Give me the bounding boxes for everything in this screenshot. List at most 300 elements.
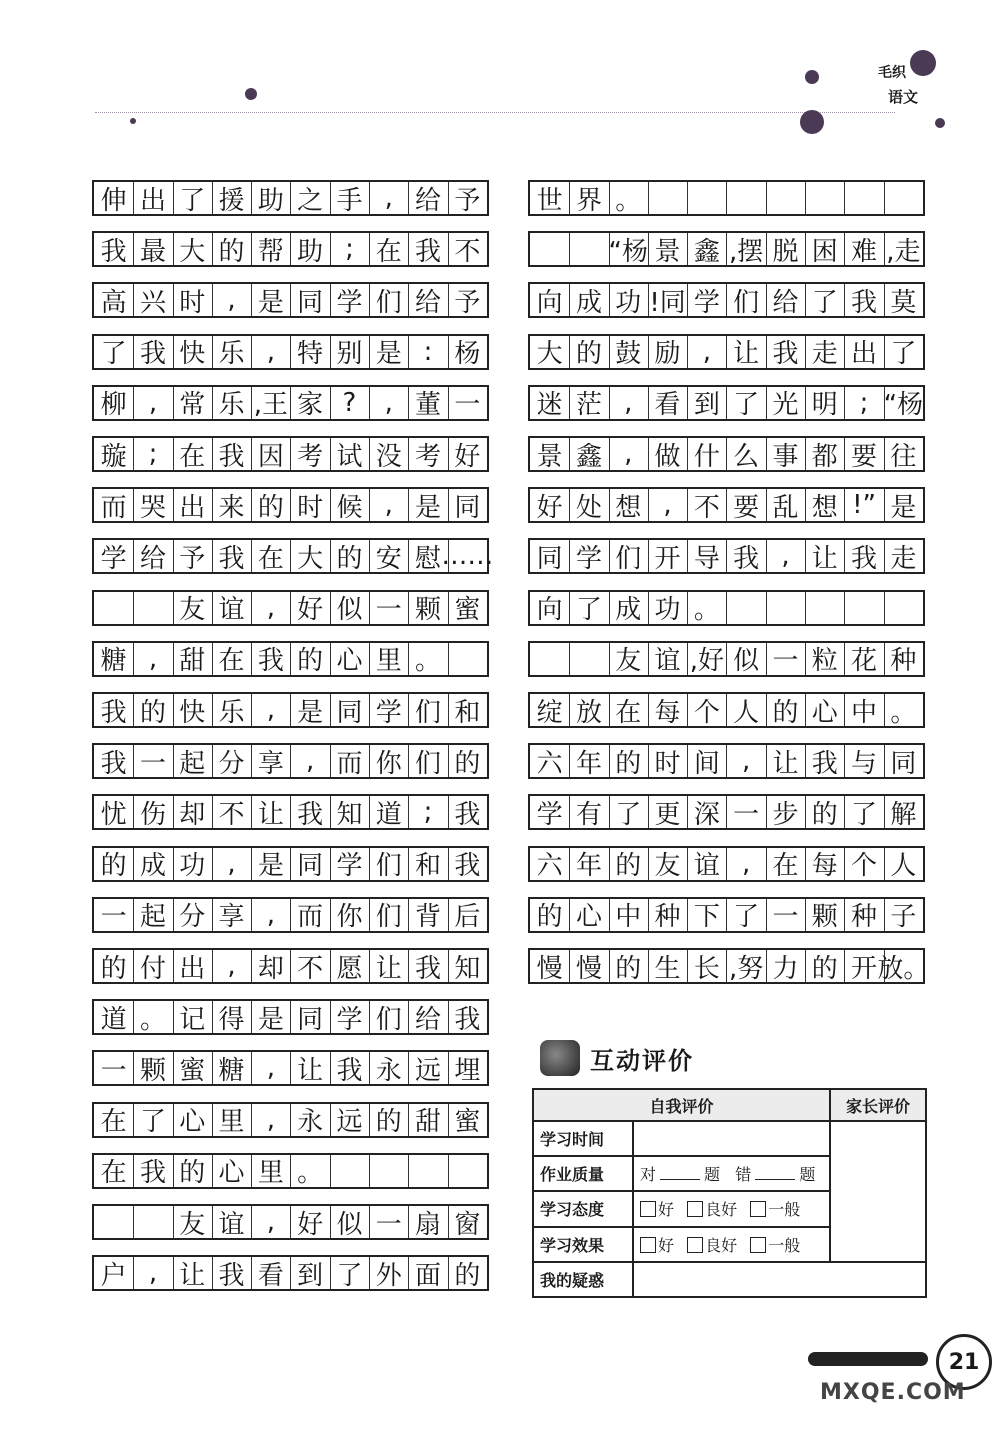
grid-cell: 快 — [173, 336, 213, 368]
grid-row — [92, 897, 489, 933]
logo-text-bottom: 语文 — [888, 88, 919, 106]
grid-cell: 你 — [330, 899, 370, 931]
grid-cell: 学 — [330, 1001, 370, 1033]
grid-cell: 往 — [890, 441, 917, 472]
grid-cell: 的 — [569, 336, 609, 368]
grid-row — [528, 590, 925, 626]
grid-cell: 放。 — [877, 953, 930, 984]
grid-cell: 心 — [330, 643, 370, 675]
grid-cell: !同 — [648, 284, 688, 316]
grid-cell — [805, 182, 845, 214]
grid-cell: “杨 — [883, 390, 924, 421]
grid-cell: 了 — [94, 336, 134, 368]
grid-cell: 在 — [94, 1155, 134, 1187]
grid-cell: 予 — [454, 185, 481, 216]
effect-good-checkbox[interactable] — [640, 1237, 656, 1253]
grid-cell: 乱 — [766, 489, 806, 521]
grid-cell: 大 — [530, 336, 570, 368]
grid-cell: 似 — [330, 1206, 370, 1238]
grid-cell: 友 — [173, 592, 213, 624]
grid-cell — [727, 182, 767, 214]
study-effect-label: 学习效果 — [533, 1227, 633, 1262]
logo-text-top: 毛织 — [878, 65, 906, 81]
grid-cell: 什 — [687, 438, 727, 470]
grid-cell: 做 — [648, 438, 688, 470]
grid-cell: 因 — [251, 438, 291, 470]
grid-cell: 时 — [648, 745, 688, 777]
grid-cell: 种 — [890, 646, 917, 677]
attitude-good-checkbox[interactable] — [640, 1201, 656, 1217]
grid-cell: 你 — [369, 745, 409, 777]
grid-cell: 一 — [727, 796, 767, 828]
grid-cell: 乐 — [212, 694, 252, 726]
grid-cell: 常 — [173, 387, 213, 419]
grid-cell: 同 — [291, 1001, 331, 1033]
grid-cell: 颗 — [408, 592, 448, 624]
grid-cell: 有 — [569, 796, 609, 828]
grid-cell: 了 — [133, 1104, 173, 1136]
grid-cell: 的 — [173, 1155, 213, 1187]
grid-cell: 后 — [454, 902, 481, 933]
homework-quality-field[interactable] — [633, 1156, 830, 1191]
grid-cell: 在 — [251, 540, 291, 572]
grid-cell: ,摆 — [727, 233, 767, 265]
grid-cell: 我 — [251, 643, 291, 675]
effect-fine-checkbox[interactable] — [687, 1237, 703, 1253]
grid-row — [92, 487, 489, 523]
grid-cell: 莫 — [890, 287, 917, 318]
grid-cell: 迷 — [530, 387, 570, 419]
grid-cell: 给 — [408, 182, 448, 214]
grid-cell: 和 — [408, 848, 448, 880]
grid-cell: 成 — [133, 848, 173, 880]
grid-cell: 景 — [530, 438, 570, 470]
grid-cell: , — [251, 899, 291, 931]
grid-cell: ,好 — [687, 643, 727, 675]
grid-cell: 光 — [766, 387, 806, 419]
grid-cell: 学 — [330, 284, 370, 316]
grid-cell: 鼓 — [609, 336, 649, 368]
grid-row — [528, 334, 925, 370]
grid-cell: 似 — [330, 592, 370, 624]
attitude-fine-checkbox[interactable] — [687, 1201, 703, 1217]
grid-cell: , — [212, 950, 252, 982]
grid-row — [92, 999, 489, 1035]
header-logo — [858, 58, 936, 122]
grid-cell: 们 — [369, 848, 409, 880]
grid-cell: 鑫 — [569, 438, 609, 470]
grid-cell: 一 — [369, 592, 409, 624]
grid-cell: 是 — [408, 489, 448, 521]
grid-cell: 出 — [133, 182, 173, 214]
grid-cell: , — [766, 540, 806, 572]
grid-cell: 起 — [133, 899, 173, 931]
grid-cell: , — [648, 489, 688, 521]
grid-cell — [884, 182, 923, 214]
grid-cell: 户 — [94, 1257, 134, 1289]
grid-cell: 的 — [805, 950, 845, 982]
grid-cell: 而 — [291, 899, 331, 931]
grid-row — [528, 743, 925, 779]
grid-cell: 是 — [890, 492, 917, 523]
grid-cell: 了 — [805, 284, 845, 316]
grid-cell: 个 — [844, 848, 884, 880]
grid-cell: 的 — [609, 848, 649, 880]
grid-cell: 大 — [173, 233, 213, 265]
grid-row — [92, 692, 489, 728]
grid-cell: 一 — [766, 899, 806, 931]
grid-cell: 。 — [291, 1155, 331, 1187]
page-number: 21 — [936, 1334, 992, 1390]
grid-cell: 是 — [251, 284, 291, 316]
decoration-dot — [130, 118, 136, 124]
grid-row — [92, 641, 489, 677]
grid-cell: 同 — [330, 694, 370, 726]
grid-cell: 心 — [569, 899, 609, 931]
grid-cell: 难 — [844, 233, 884, 265]
grid-cell: 人 — [727, 694, 767, 726]
grid-cell: 么 — [727, 438, 767, 470]
grid-cell: 世 — [530, 182, 570, 214]
grid-cell: 忧 — [94, 796, 134, 828]
self-eval-header: 自我评价 — [533, 1089, 830, 1121]
grid-cell: 付 — [133, 950, 173, 982]
grid-cell: 起 — [173, 745, 213, 777]
grid-cell — [133, 592, 173, 624]
grid-cell: 享 — [212, 899, 252, 931]
grid-cell — [94, 592, 134, 624]
grid-cell: 一 — [369, 1206, 409, 1238]
grid-cell: 的 — [330, 540, 370, 572]
grid-cell: 友 — [609, 643, 649, 675]
grid-cell: 而 — [330, 745, 370, 777]
grid-cell: 同 — [291, 284, 331, 316]
grid-cell: 事 — [766, 438, 806, 470]
grid-cell: 扇 — [408, 1206, 448, 1238]
grid-cell: 家 — [291, 387, 331, 419]
grid-cell: 里 — [251, 1155, 291, 1187]
grid-cell: 心 — [173, 1104, 213, 1136]
grid-cell: 走 — [890, 543, 917, 574]
footer-bar — [808, 1352, 928, 1366]
grid-cell: 璇 — [94, 438, 134, 470]
grid-cell — [530, 643, 570, 675]
grid-row — [92, 231, 489, 267]
grid-cell — [805, 592, 845, 624]
grid-cell: 分 — [173, 899, 213, 931]
quality-question-label-2: 题 — [799, 1165, 816, 1185]
grid-cell: 同 — [530, 540, 570, 572]
grid-cell: 道 — [369, 796, 409, 828]
grid-cell: 不 — [212, 796, 252, 828]
grid-cell: 我 — [454, 851, 481, 882]
grid-cell: 。 — [890, 697, 917, 728]
grid-cell: ,努 — [727, 950, 767, 982]
grid-cell: 放 — [569, 694, 609, 726]
grid-cell: 功 — [648, 592, 688, 624]
grid-cell — [766, 182, 806, 214]
grid-cell: 了 — [844, 796, 884, 828]
grid-cell: 心 — [805, 694, 845, 726]
grid-cell: 们 — [408, 694, 448, 726]
grid-cell: , — [369, 182, 409, 214]
decoration-dot — [935, 118, 945, 128]
grid-row — [92, 1153, 489, 1189]
grid-cell — [448, 643, 487, 675]
grid-cell: 同 — [291, 848, 331, 880]
grid-cell: 我 — [212, 438, 252, 470]
evaluation-title: 互动评价 — [590, 1046, 694, 1075]
grid-cell: 予 — [454, 287, 481, 318]
grid-cell: 功 — [609, 284, 649, 316]
grid-cell: 的 — [133, 694, 173, 726]
grid-cell: 开 — [648, 540, 688, 572]
grid-cell: , — [251, 1104, 291, 1136]
grid-cell: , — [609, 438, 649, 470]
watermark: MXQE.COM — [820, 1380, 966, 1405]
grid-cell: 远 — [330, 1104, 370, 1136]
effect-normal-label: 一般 — [768, 1235, 801, 1255]
grid-cell: 学 — [94, 540, 134, 572]
grid-cell: 得 — [212, 1001, 252, 1033]
grid-cell: ? — [330, 387, 370, 419]
grid-cell — [133, 1206, 173, 1238]
grid-cell: 同 — [890, 748, 917, 779]
grid-cell: 给 — [408, 284, 448, 316]
grid-cell: 了 — [330, 1257, 370, 1289]
grid-cell: 在 — [609, 694, 649, 726]
grid-cell: 永 — [369, 1052, 409, 1084]
grid-cell: 永 — [291, 1104, 331, 1136]
effect-normal-checkbox[interactable] — [750, 1237, 766, 1253]
grid-cell: 里 — [212, 1104, 252, 1136]
grid-cell: 个 — [687, 694, 727, 726]
grid-cell: 援 — [212, 182, 252, 214]
grid-cell: 好 — [291, 592, 331, 624]
grid-row — [528, 180, 925, 216]
grid-row — [528, 231, 925, 267]
grid-cell: 了 — [727, 387, 767, 419]
grid-cell: 出 — [173, 950, 213, 982]
grid-cell: 我 — [330, 1052, 370, 1084]
grid-cell: 我 — [454, 799, 481, 830]
grid-cell: , — [212, 284, 252, 316]
grid-cell: 是 — [251, 848, 291, 880]
grid-cell: 别 — [330, 336, 370, 368]
grid-cell: …… — [441, 541, 494, 572]
grid-cell: 学 — [369, 694, 409, 726]
grid-cell: 们 — [727, 284, 767, 316]
grid-row — [92, 282, 489, 318]
grid-cell: 背 — [408, 899, 448, 931]
grid-cell: 中 — [844, 694, 884, 726]
grid-cell: 予 — [173, 540, 213, 572]
grid-row — [92, 1050, 489, 1086]
grid-cell: 让 — [727, 336, 767, 368]
grid-cell: 。 — [408, 643, 448, 675]
grid-cell: 特 — [291, 336, 331, 368]
grid-cell: 似 — [727, 643, 767, 675]
grid-cell: 们 — [408, 745, 448, 777]
grid-cell: 在 — [766, 848, 806, 880]
grid-cell: 明 — [805, 387, 845, 419]
grid-cell: 一 — [94, 899, 134, 931]
grid-cell: 蜜 — [173, 1052, 213, 1084]
wrong-count-blank[interactable] — [755, 1179, 795, 1180]
grid-cell: 我 — [454, 1004, 481, 1035]
grid-cell: , — [133, 387, 173, 419]
grid-cell: 哭 — [133, 489, 173, 521]
my-doubt-field[interactable] — [633, 1262, 926, 1297]
grid-cell: 考 — [291, 438, 331, 470]
grid-row — [528, 641, 925, 677]
grid-cell — [844, 592, 884, 624]
grid-cell: , — [727, 745, 767, 777]
grid-cell: 最 — [133, 233, 173, 265]
grid-cell: 快 — [173, 694, 213, 726]
grid-cell: 让 — [173, 1257, 213, 1289]
grid-cell: 里 — [369, 643, 409, 675]
attitude-fine-label: 良好 — [705, 1200, 738, 1220]
grid-cell: 谊 — [687, 848, 727, 880]
grid-cell: 远 — [408, 1052, 448, 1084]
grid-cell: 我 — [133, 336, 173, 368]
grid-cell: 大 — [291, 540, 331, 572]
grid-cell: 学 — [330, 848, 370, 880]
grid-cell: 我 — [291, 796, 331, 828]
grid-cell: 解 — [890, 799, 917, 830]
grid-cell: 们 — [369, 899, 409, 931]
right-count-blank[interactable] — [660, 1179, 700, 1180]
grid-cell: 好 — [530, 489, 570, 521]
grid-cell: 功 — [173, 848, 213, 880]
grid-row — [528, 948, 930, 984]
grid-row — [92, 1204, 489, 1240]
grid-cell: 让 — [766, 745, 806, 777]
grid-cell: 柳 — [94, 387, 134, 419]
grid-cell: 时 — [291, 489, 331, 521]
grid-cell: 人 — [890, 851, 917, 882]
grid-cell: 学 — [530, 796, 570, 828]
grid-cell: 谊 — [212, 1206, 252, 1238]
grid-cell: 是 — [291, 694, 331, 726]
grid-cell: 成 — [569, 284, 609, 316]
grid-cell: , — [251, 694, 291, 726]
grid-cell: 我 — [766, 336, 806, 368]
grid-cell: 我 — [133, 1155, 173, 1187]
grid-cell: 年 — [569, 745, 609, 777]
study-time-field[interactable] — [633, 1121, 830, 1156]
grid-cell: 更 — [648, 796, 688, 828]
grid-cell: 蜜 — [454, 1107, 481, 1138]
parent-eval-field[interactable] — [830, 1121, 926, 1262]
grid-cell: 看 — [648, 387, 688, 419]
grid-row — [528, 487, 925, 523]
grid-cell: 的 — [212, 233, 252, 265]
grid-cell: 手 — [330, 182, 370, 214]
grid-cell: 的 — [291, 643, 331, 675]
grid-cell: 景 — [648, 233, 688, 265]
grid-cell: 兴 — [133, 284, 173, 316]
grid-cell — [569, 643, 609, 675]
grid-cell: : — [408, 336, 448, 368]
grid-cell: 的 — [454, 748, 481, 779]
grid-cell: 让 — [251, 796, 291, 828]
grid-cell: 分 — [212, 745, 252, 777]
grid-cell: 糖 — [212, 1052, 252, 1084]
grid-cell — [766, 592, 806, 624]
grid-cell: , — [687, 336, 727, 368]
grid-cell: 我 — [805, 745, 845, 777]
grid-cell: ,走 — [886, 236, 921, 267]
quality-wrong-label: 错 — [735, 1165, 752, 1185]
grid-cell: 道 — [94, 1001, 134, 1033]
grid-cell: 脱 — [766, 233, 806, 265]
grid-cell: 要 — [727, 489, 767, 521]
grid-cell: 我 — [727, 540, 767, 572]
header-decoration-line — [95, 112, 895, 113]
decoration-dot — [800, 110, 824, 134]
grid-cell: 们 — [609, 540, 649, 572]
grid-cell: 。 — [609, 182, 649, 214]
grid-cell: 享 — [251, 745, 291, 777]
grid-row — [92, 590, 489, 626]
grid-cell: 的 — [454, 1260, 481, 1291]
grid-cell: 鑫 — [687, 233, 727, 265]
grid-cell: 了 — [609, 796, 649, 828]
grid-cell: !” — [844, 489, 884, 521]
grid-cell: , — [133, 1257, 173, 1289]
grid-cell: 的 — [609, 745, 649, 777]
grid-cell: 一 — [454, 390, 481, 421]
grid-cell: 慢 — [530, 950, 570, 982]
grid-cell: 我 — [212, 1257, 252, 1289]
grid-cell: 杨 — [454, 339, 481, 370]
grid-cell: 甜 — [408, 1104, 448, 1136]
grid-row — [528, 692, 925, 728]
attitude-normal-checkbox[interactable] — [750, 1201, 766, 1217]
grid-cell: 让 — [291, 1052, 331, 1084]
grid-cell: 乐 — [212, 336, 252, 368]
grid-cell: 下 — [687, 899, 727, 931]
grid-row — [528, 282, 925, 318]
grid-cell: ; — [408, 796, 448, 828]
grid-cell: 向 — [530, 284, 570, 316]
grid-cell: ,王 — [251, 387, 291, 419]
grid-cell: 步 — [766, 796, 806, 828]
grid-cell: 是 — [369, 336, 409, 368]
grid-cell: 我 — [94, 694, 134, 726]
grid-cell: 伸 — [94, 182, 134, 214]
grid-cell: 窗 — [454, 1209, 481, 1240]
grid-cell: 都 — [805, 438, 845, 470]
grid-cell: 不 — [454, 236, 481, 267]
grid-cell: , — [251, 336, 291, 368]
effect-good-label: 好 — [658, 1235, 675, 1255]
grid-cell: 好 — [291, 1206, 331, 1238]
grid-cell — [330, 1155, 370, 1187]
grid-cell: 的 — [766, 694, 806, 726]
grid-row — [528, 436, 925, 472]
grid-cell: 的 — [530, 899, 570, 931]
grid-cell: 糖 — [94, 643, 134, 675]
grid-cell: 了 — [569, 592, 609, 624]
grid-cell: 每 — [648, 694, 688, 726]
decoration-dot — [245, 88, 257, 100]
grid-cell: 甜 — [173, 643, 213, 675]
grid-cell: 在 — [94, 1104, 134, 1136]
grid-cell: 成 — [609, 592, 649, 624]
